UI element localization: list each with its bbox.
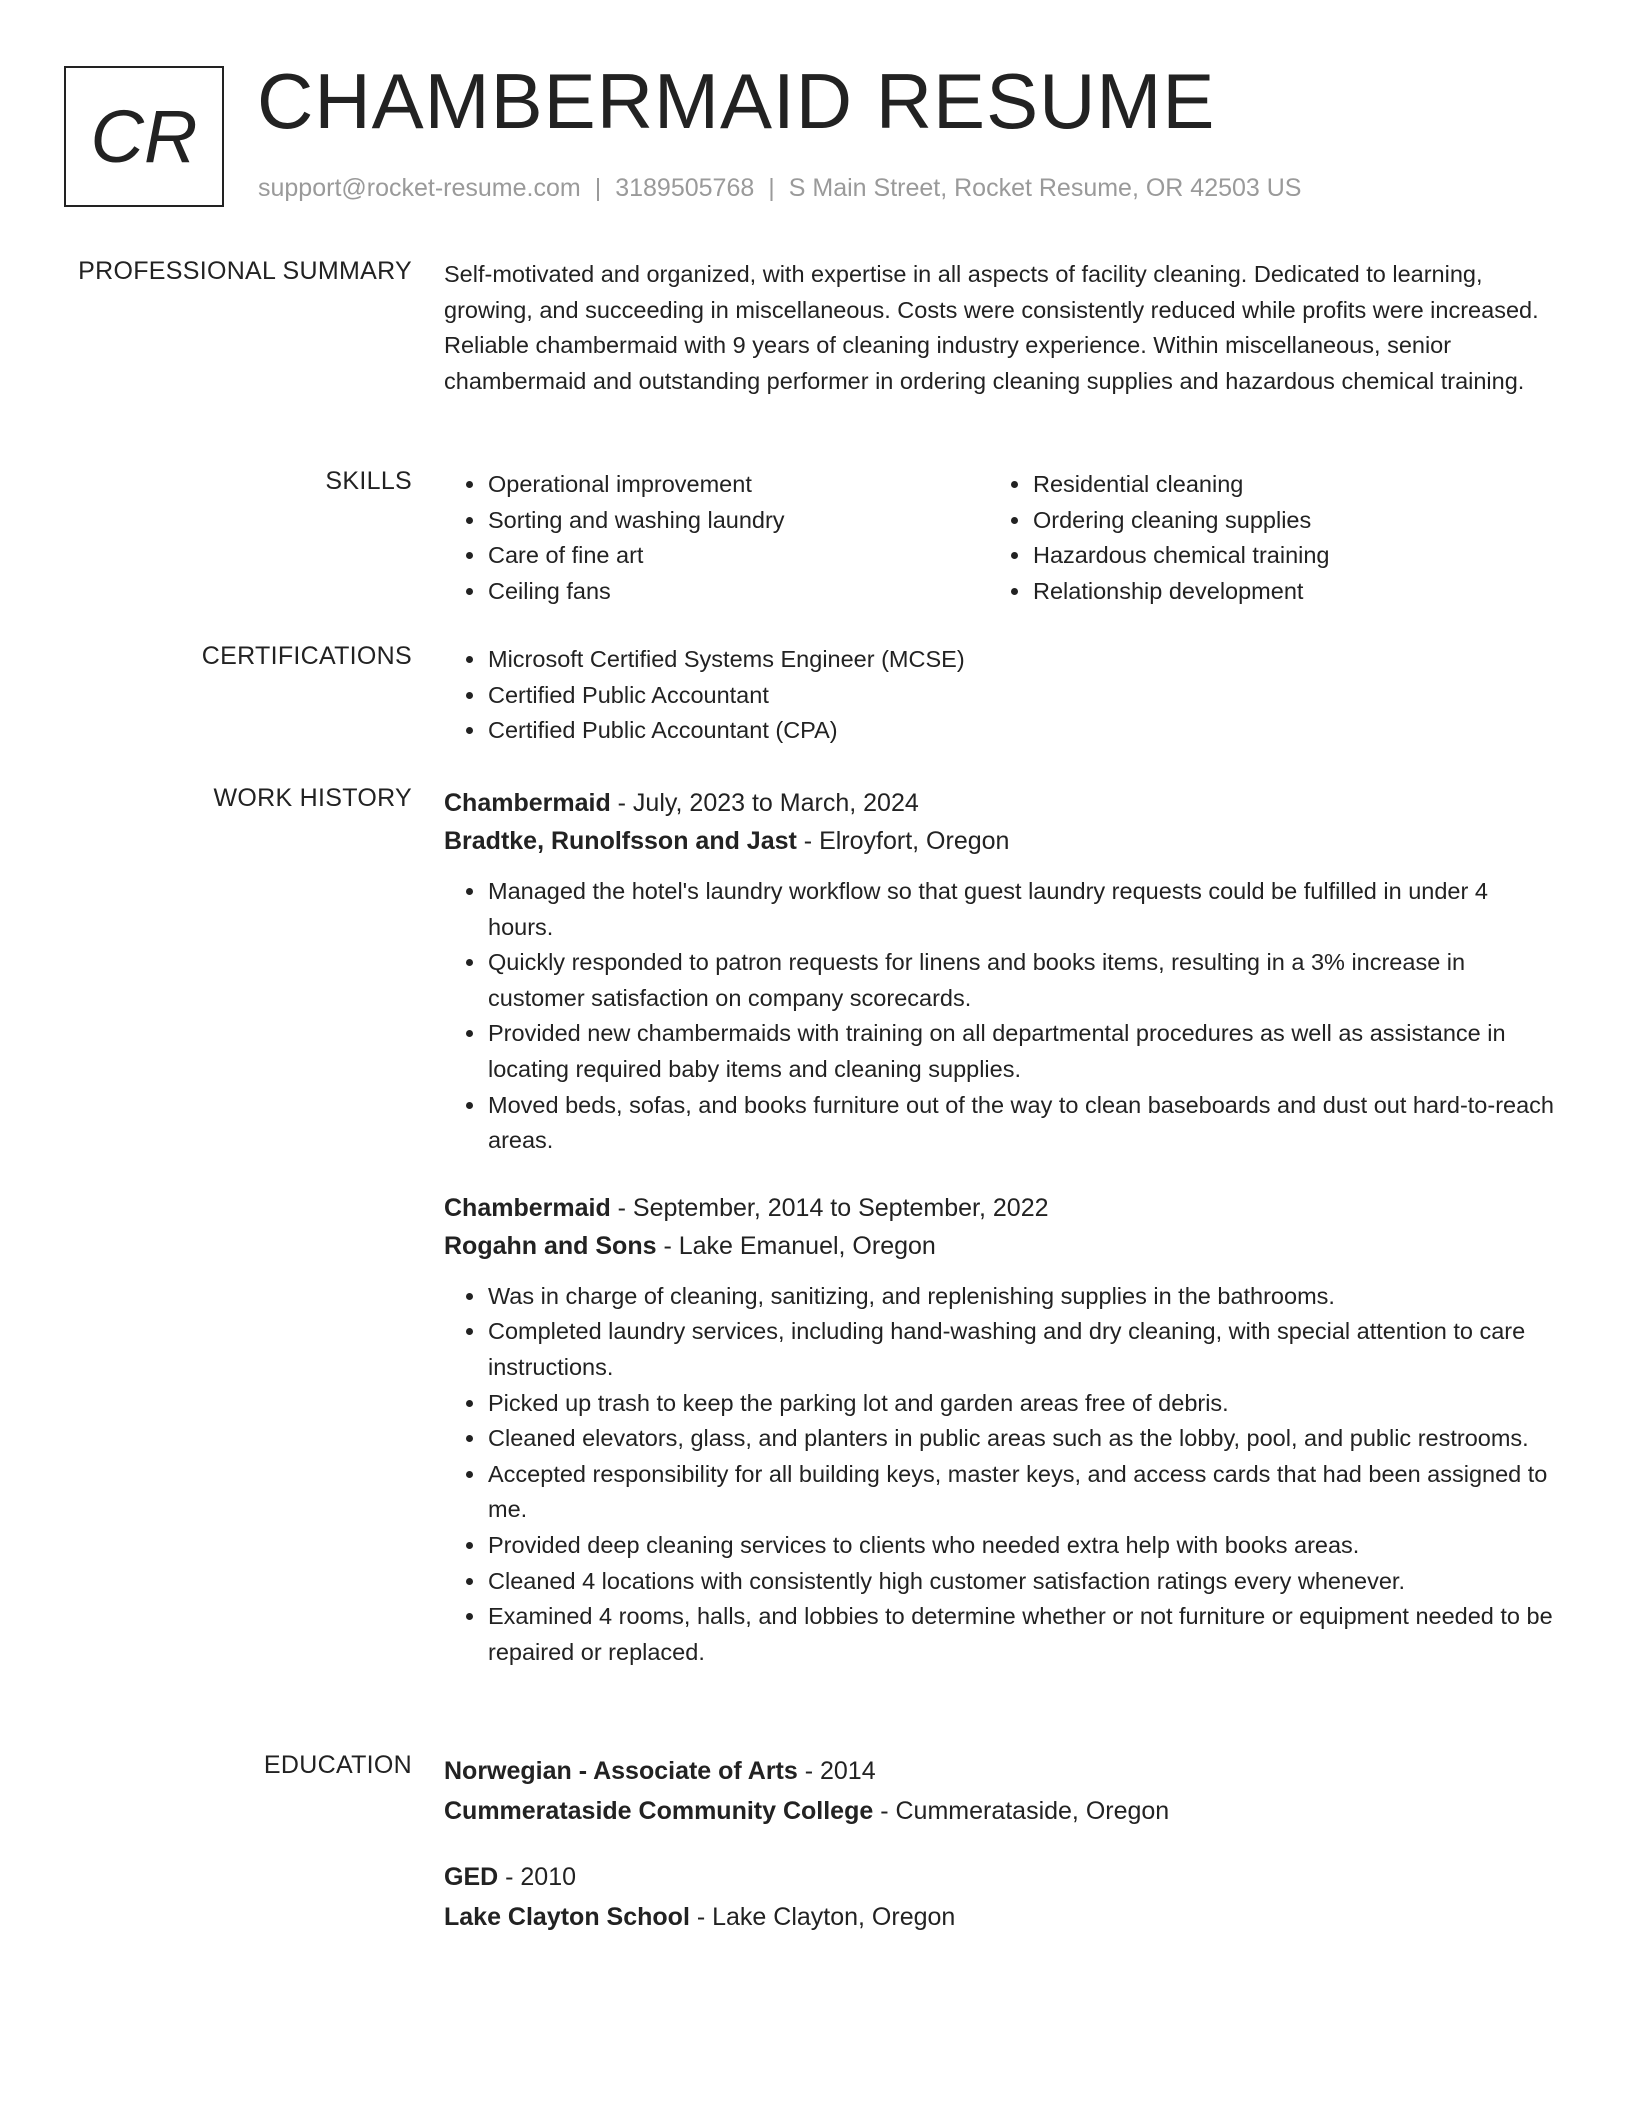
summary-text: Self-motivated and organized, with expertise in all aspects of facility cleaning. Dedicated to learning, growing, and succeeding in miscellaneous. Costs were consistently reduced while profits were increased. Reliable chambermaid with 9 years of cleaning industry experience. Within miscellaneous, senior chambermaid and outstanding performer in ordering cleaning supplies and hazardous chemical training. bbox=[444, 261, 1539, 394]
education-year: - 2014 bbox=[797, 1757, 876, 1785]
job-bullet: • Examined 4 rooms, halls, and lobbies to determine whether or not furniture or equipment needed to be repaired or replaced. bbox=[487, 1599, 1556, 1670]
education-school-line bbox=[444, 1897, 1556, 1937]
skills-grid bbox=[444, 467, 1556, 609]
job-dates: - September, 2014 to September, 2022 bbox=[610, 1193, 1049, 1222]
education-body bbox=[444, 1751, 1556, 1963]
job-company: Bradtke, Runolfsson and Jast bbox=[444, 827, 797, 855]
section-label-skills: SKILLS bbox=[325, 467, 412, 495]
job-dates: - July, 2023 to March, 2024 bbox=[610, 789, 919, 817]
job-bullet: • Cleaned 4 locations with consistently high customer satisfaction ratings every whenever. bbox=[487, 1564, 1556, 1600]
job-company: Rogahn and Sons bbox=[444, 1231, 657, 1260]
job-bullet: • Accepted responsibility for all building keys, master keys, and access cards that had been assigned to me. bbox=[487, 1457, 1556, 1528]
job-title-line bbox=[444, 1189, 1556, 1227]
job-title: Chambermaid bbox=[444, 1193, 611, 1222]
skill-item: • Sorting and washing laundry bbox=[487, 503, 989, 539]
contact-separator: | bbox=[594, 174, 602, 202]
education-entry bbox=[444, 1857, 1556, 1937]
section-label-work-history: WORK HISTORY bbox=[213, 784, 412, 812]
certification-item: • Microsoft Certified Systems Engineer (MCSE) bbox=[487, 642, 1556, 678]
skills-column-left bbox=[444, 467, 989, 609]
education-school-line bbox=[444, 1791, 1556, 1831]
job-bullet: • Cleaned elevators, glass, and planters in public areas such as the lobby, pool, and public restrooms. bbox=[487, 1421, 1556, 1457]
skill-item: • Relationship development bbox=[1032, 574, 1534, 610]
certification-item: • Certified Public Accountant bbox=[487, 678, 1556, 714]
job-location: - Lake Emanuel, Oregon bbox=[656, 1231, 936, 1260]
work-history-body bbox=[444, 784, 1556, 1700]
skill-item: • Operational improvement bbox=[487, 467, 989, 503]
job-bullet: • Provided deep cleaning services to clients who needed extra help with books areas. bbox=[487, 1528, 1556, 1564]
job-bullet: • Picked up trash to keep the parking lot and garden areas free of debris. bbox=[487, 1386, 1556, 1422]
contact-separator: | bbox=[768, 174, 775, 202]
job-company-line bbox=[444, 822, 1556, 860]
section-label-summary: PROFESSIONAL SUMMARY bbox=[78, 257, 412, 285]
job-entry bbox=[444, 784, 1556, 1159]
education-degree-line bbox=[444, 1857, 1556, 1897]
education-location: - Cummerataside, Oregon bbox=[873, 1797, 1170, 1825]
skills-column-right bbox=[989, 467, 1534, 609]
section-label-certifications: CERTIFICATIONS bbox=[201, 642, 412, 670]
job-entry bbox=[444, 1189, 1556, 1671]
skill-item: • Ordering cleaning supplies bbox=[1032, 503, 1534, 539]
skills-body bbox=[444, 467, 1556, 609]
job-bullet: • Moved beds, sofas, and books furniture out of the way to clean baseboards and dust out hard-to-reach areas. bbox=[487, 1088, 1556, 1159]
education-school: Lake Clayton School bbox=[444, 1903, 690, 1931]
contact-phone: 3189505768 bbox=[615, 174, 755, 202]
education-school: Cummerataside Community College bbox=[444, 1797, 874, 1825]
job-location: - Elroyfort, Oregon bbox=[796, 827, 1010, 855]
education-location: - Lake Clayton, Oregon bbox=[689, 1903, 956, 1931]
job-company-line bbox=[444, 1227, 1556, 1265]
contact-email: support@rocket-resume.com bbox=[258, 174, 581, 202]
contact-line bbox=[258, 174, 1302, 203]
certification-item: • Certified Public Accountant (CPA) bbox=[487, 713, 1556, 749]
education-degree-line bbox=[444, 1751, 1556, 1791]
monogram-badge: CR bbox=[64, 66, 224, 207]
skill-item: • Care of fine art bbox=[487, 538, 989, 574]
job-bullet: • Managed the hotel's laundry workflow so that guest laundry requests could be fulfilled in under 4 hours. bbox=[487, 874, 1556, 945]
resume-title: CHAMBERMAID RESUME bbox=[257, 57, 1216, 145]
education-year: - 2010 bbox=[498, 1863, 577, 1891]
education-degree: Norwegian - Associate of Arts bbox=[444, 1757, 798, 1785]
skill-item: • Ceiling fans bbox=[487, 574, 989, 610]
job-title-line bbox=[444, 784, 1556, 822]
certifications-body bbox=[444, 642, 1556, 749]
job-bullet: • Completed laundry services, including hand-washing and dry cleaning, with special attention to care instructions. bbox=[487, 1314, 1556, 1385]
contact-address: S Main Street, Rocket Resume, OR 42503 US bbox=[788, 174, 1302, 202]
education-entry bbox=[444, 1751, 1556, 1831]
skill-item: • Residential cleaning bbox=[1032, 467, 1534, 503]
skill-item: • Hazardous chemical training bbox=[1032, 538, 1534, 574]
education-degree: GED bbox=[444, 1863, 499, 1891]
job-title: Chambermaid bbox=[444, 789, 611, 817]
section-label-education: EDUCATION bbox=[263, 1751, 412, 1779]
summary-body bbox=[444, 257, 1556, 399]
job-bullet: • Provided new chambermaids with training on all departmental procedures as well as assistance in locating required baby items and cleaning supplies. bbox=[487, 1016, 1556, 1087]
job-bullet: • Was in charge of cleaning, sanitizing, and replenishing supplies in the bathrooms. bbox=[487, 1279, 1556, 1315]
job-bullet: • Quickly responded to patron requests for linens and books items, resulting in a 3% increase in customer satisfaction on company scorecards. bbox=[487, 945, 1556, 1016]
